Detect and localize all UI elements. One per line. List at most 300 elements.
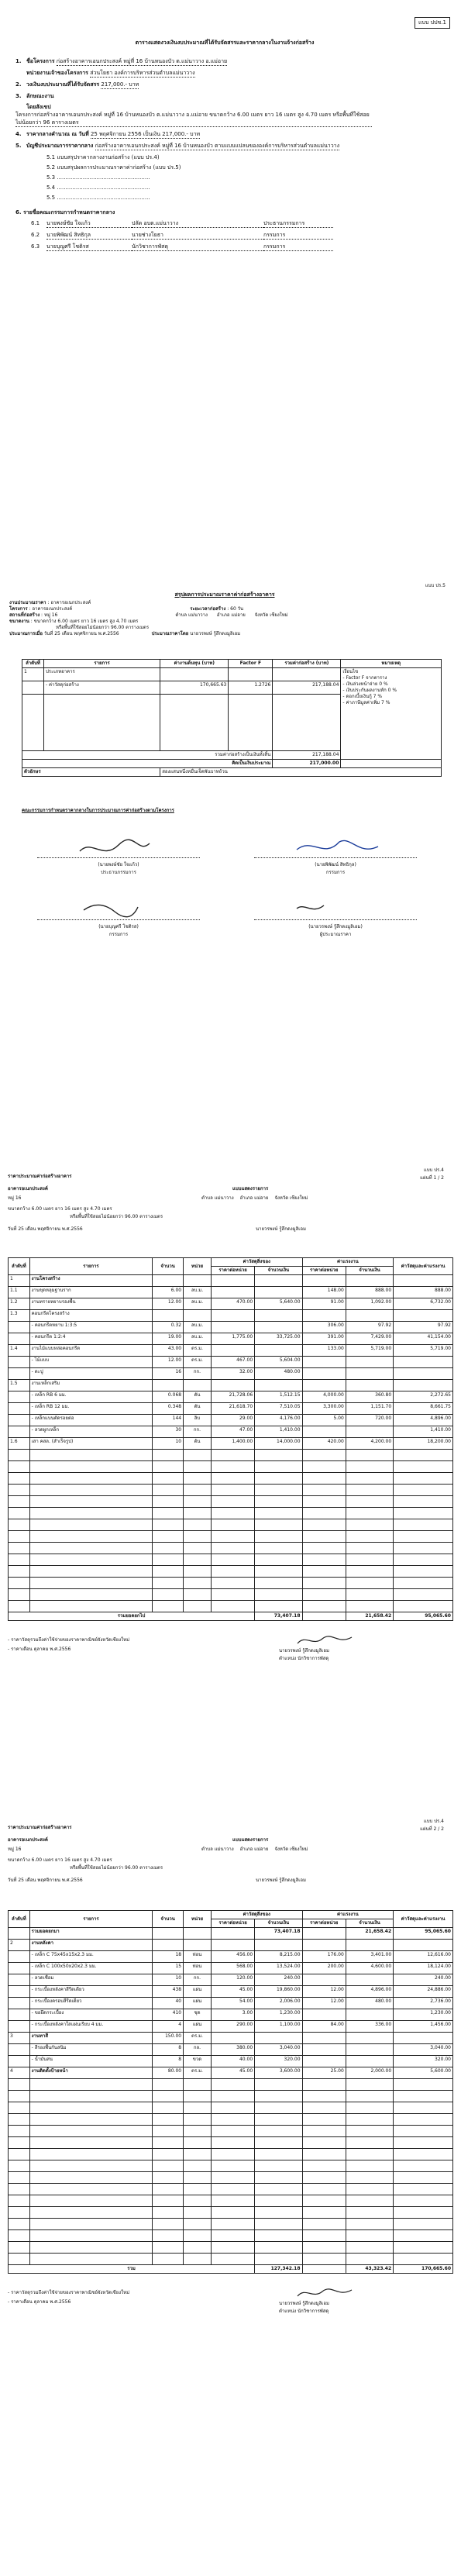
blank-cell [9,1531,30,1543]
blank-cell [346,2160,393,2172]
project-label: โครงการ [9,606,28,612]
cell-item: - กระเบื้องหลังคาสีรีดเดียว [29,1986,153,1998]
blank-cell [9,2184,30,2195]
header-size: ขนาดกว้าง 6.00 เมตร ยาว 16 เมตร สูง 4.70 เมตร [8,1206,112,1212]
table-row [9,1310,453,1322]
size-value: ขนาดกว้าง 6.00 เมตร ยาว 16 เมตร สูง 4.70 เมตร [33,619,139,624]
item-value: 25 พฤศจิกายน 2556 เป็นเงิน 217,000.- บาท [90,131,201,137]
blank-cell [29,1543,153,1554]
cell-total: 12,616.00 [394,1951,453,1963]
blank-cell [184,1496,212,1508]
cell-ma [255,1310,302,1322]
group-header: ค่าวัสดุสิ่งของ [211,1911,302,1919]
form-code: แบบ ปร.5 [425,583,446,588]
signature-line [254,919,417,920]
blank-cell [184,1531,212,1543]
cell-qty [153,1310,184,1322]
table-row [9,1357,453,1368]
blank-row [9,2254,453,2265]
blank-cell [29,2126,153,2137]
handwritten-signature [76,899,169,921]
signer-role: กรรมการ [325,870,346,875]
cell-no [9,2044,30,2056]
cell-no [22,681,44,695]
place-label: สถานที่ก่อสร้าง [9,612,40,618]
cell-mp [211,1380,254,1391]
cell-ma: 33,725.00 [255,1333,302,1345]
blank-cell [153,1543,184,1554]
table-row [9,1951,453,1963]
committee-title: คณะกรรมการกำหนดราคากลางในการประมาณการค่าก่อสร้างตามโครงการ [22,808,174,813]
cell-total: 2,272.65 [394,1391,453,1403]
signer-name: นายวรพงษ์ รู้สึกดงมูลิเอม [279,1648,329,1654]
page-4-pr4-sheet-2 [0,1814,461,2576]
cell-item: - ค่าวัสดุก่อสร้าง [43,681,160,695]
blank-cell [302,2091,346,2102]
blank-cell [211,2230,254,2242]
column-header: รายการ [29,1911,153,1928]
cell-unit: ท่อน [184,1951,212,1963]
cell-lp: 391.00 [302,1333,346,1345]
table-row [9,1380,453,1391]
blank-cell [394,1578,453,1589]
header-line [201,1195,314,1202]
cell-mp: 47.00 [211,1426,254,1438]
blank-cell [346,2102,393,2114]
cell-ma: 1,230.00 [255,2009,302,2021]
handwritten-signature [294,2285,356,2301]
table-row [9,1438,453,1450]
blank-cell [302,1485,346,1496]
form-code-box: แบบ ปปช.1 [415,17,450,29]
blank-row [9,2149,453,2160]
cell-no [9,1391,30,1403]
blank-cell [341,760,442,768]
cell-total: 24,886.00 [394,1986,453,1998]
item-label: โดยสังเขป [26,104,51,110]
blank-cell [346,2091,393,2102]
handwritten-signature [76,837,169,859]
cell-lp [302,1928,346,1940]
blank-cell [394,1508,453,1519]
cell-item: ประเภทอาคาร [43,668,160,681]
header-row [9,1911,453,1919]
item-number: 2. [15,81,22,88]
subtotal-row [9,1612,453,1621]
cell-item: งานทาสี [29,2033,153,2044]
blank-cell [184,1508,212,1519]
header-line [232,1186,274,1192]
form-item [15,103,372,127]
blank-cell [153,1554,184,1566]
table-row [9,1345,453,1357]
blank-cell [9,1543,30,1554]
cell-la: 4,200.00 [346,1438,393,1450]
cell-lp [302,2056,346,2067]
cell-qty: 0.068 [153,1391,184,1403]
blank-cell [9,1461,30,1473]
cell-la [346,1357,393,1368]
blank-row [9,2195,453,2207]
header-place: หมู่ 16 [8,1195,22,1201]
cell-unit: แผ่น [184,1986,212,1998]
blank-cell [255,1566,302,1578]
cell-item: รวมยอดยกมา [29,1928,153,1940]
blank-cell [394,2102,453,2114]
blank-cell [153,1496,184,1508]
form-item [15,81,372,89]
cell-mp: 45.00 [211,1986,254,1998]
blank-cell [211,1578,254,1589]
blank-cell [29,2172,153,2184]
blank-cell [153,2219,184,2230]
cell-no [9,1415,30,1426]
cell-ma: 1,410.00 [255,1426,302,1438]
blank-cell [302,2079,346,2091]
cell-qty: 8 [153,2056,184,2067]
blank-cell [184,2160,212,2172]
cell-no [9,1998,30,2009]
member-number: 6.2 [31,232,40,238]
cell-la: 97.92 [346,1322,393,1333]
blank-cell [9,2230,30,2242]
estimator-label: ประมาณราคาโดย [151,631,189,636]
blank-cell [394,1519,453,1531]
blank-cell [211,1566,254,1578]
blank-cell [211,1601,254,1612]
blank-cell [153,1485,184,1496]
cell-unit: กก. [184,1426,212,1438]
cell-mp [211,1345,254,1357]
blank-cell [29,1531,153,1543]
item-number: 3. [15,93,22,99]
column-header: จำนวน [153,1911,184,1928]
cell-total: 18,124.00 [394,1963,453,1974]
area-value: หรือพื้นที่ใช้สอยไม่น้อยกว่า 96.00 ตารางเมตร [56,625,150,630]
cell-unit: ตัน [184,1403,212,1415]
blank-cell [211,2207,254,2219]
blank-cell [153,1531,184,1543]
cell-qty: 410 [153,2009,184,2021]
notes-cell [341,668,442,760]
blank-cell [184,2184,212,2195]
blank-row [9,1543,453,1554]
blank-cell [9,2091,30,2102]
blank-cell [346,1543,393,1554]
blank-row [9,1601,453,1612]
cell-la: 336.00 [346,2021,393,2033]
cell-lp [302,1940,346,1951]
header-line [256,1226,312,1233]
blank-cell [302,1496,346,1508]
blank-cell [211,2195,254,2207]
cell-qty: 10 [153,1974,184,1986]
cell-item: - กระเบื้องครอบสีรีดเดียว [29,1998,153,2009]
blank-cell [29,1508,153,1519]
column-header: จำนวนเงิน [346,1919,393,1928]
blank-cell [211,2219,254,2230]
table-row [9,1391,453,1403]
column-header: ราคาต่อหน่วย [302,1267,346,1275]
blank-cell [211,1531,254,1543]
pr4-table [8,1257,453,1621]
blank-cell [394,1589,453,1601]
cell-mp [211,2033,254,2044]
cell-qty: 80.00 [153,2067,184,2079]
blank-cell [394,2230,453,2242]
blank-cell [255,2126,302,2137]
cell-ma [255,1322,302,1333]
blank-cell [302,1461,346,1473]
blank-cell [346,1473,393,1485]
blank-cell [29,2207,153,2219]
group-header: ค่าวัสดุสิ่งของ [211,1258,302,1267]
cell-no [9,2056,30,2067]
cell-total [394,1357,453,1368]
header-title: ราคาประมาณค่าก่อสร้างอาคาร [8,1825,72,1830]
blank-cell [346,2195,393,2207]
page-1-ppc1-form [0,0,461,512]
cell-unit [184,1940,212,1951]
blank-row [9,1578,453,1589]
cell-total [394,1275,453,1287]
blank-cell [184,2242,212,2254]
blank-cell [255,2079,302,2091]
footnote: - ราคาวัสดุรวมถึงค่าใช้จ่ายของราคาพาณิชย์จังหวัดเชียงใหม่ [8,2290,130,2295]
blank-cell [346,2184,393,2195]
blank-cell [184,1519,212,1531]
signer-role: ตำแหน่ง นักวิชาการพัสดุ [279,1656,329,1661]
blank-cell [346,1566,393,1578]
blank-cell [184,2149,212,2160]
cell-mp [211,1287,254,1298]
blank-row [9,1508,453,1519]
signer-role: ประธานกรรมการ [101,870,136,875]
cell-item: - เหล็ก RB 12 มม. [29,1403,153,1415]
header-line [420,1175,450,1181]
cell-la [346,1940,393,1951]
header-area: หรือพื้นที่ใช้สอยไม่น้อยกว่า 96.00 ตารางเมตร [70,1865,163,1871]
blank-cell [184,2091,212,2102]
member-position: นายช่างโยธา [132,231,263,240]
cell-la: 5,719.00 [346,1345,393,1357]
blank-row [9,1589,453,1601]
cell-unit: กล. [184,2044,212,2056]
cell-la: 360.80 [346,1391,393,1403]
blank-cell [346,2254,393,2265]
cell-unit: ตร.ม. [184,1357,212,1368]
blank-cell [302,2160,346,2172]
cell-total: 5,600.00 [394,2067,453,2079]
blank-cell [394,1531,453,1543]
signer-role: ตำแหน่ง นักวิชาการพัสดุ [279,2309,329,2314]
column-header: รายการ [43,660,160,668]
blank-cell [394,2184,453,2195]
cell-total: 5,719.00 [394,1345,453,1357]
blank-cell [153,1589,184,1601]
blank-cell [29,2230,153,2242]
rounded-value: 217,000.00 [273,760,341,768]
cell-total: 1,230.00 [394,2009,453,2021]
blank-cell [346,1578,393,1589]
cell-total: 888.00 [394,1287,453,1298]
blank-cell [302,2114,346,2126]
cell-qty: 12.00 [153,1357,184,1368]
item-value: ก่อสร้างอาคารเอนกประสงค์ หมู่ที่ 16 บ้านหนองบัว ต.แม่นาวาง อ.แม่อาย [56,58,228,64]
cell-ma: 2,006.00 [255,1998,302,2009]
cell-no [9,1322,30,1333]
page-title: สรุปผลการประมาณราคาค่าก่อสร้างอาคาร [174,591,275,598]
subtotal-label: รวมยอดยกไป [9,1612,255,1621]
cell-lp: 3,300.00 [302,1403,346,1415]
blank-cell [153,2137,184,2149]
cell-mp: 467.00 [211,1357,254,1368]
table-row [9,1998,453,2009]
cell-mp: 568.00 [211,1963,254,1974]
date-label: ประมาณการเมื่อ [9,631,43,636]
cell-item: - สีรองพื้นกันสนิม [29,2044,153,2056]
cell-total: 320.00 [394,2056,453,2067]
table-row [9,2056,453,2067]
signature-line [254,857,417,858]
blank-cell [184,1589,212,1601]
blank-cell [255,1508,302,1519]
blank-row [9,1566,453,1578]
cell-la: 4,600.00 [346,1963,393,1974]
table-row [9,2009,453,2021]
blank-cell [255,1531,302,1543]
handwritten-signature [293,837,386,859]
item-label: บัญชีประมาณการราคากลาง [26,143,94,149]
cell-item: งานหลังคา [29,1940,153,1951]
blank-row [9,1450,453,1461]
signer-name: (นายวรพงษ์ รู้สึกดงมูลิเอม) [308,924,363,929]
cell-la: 1,151.70 [346,1403,393,1415]
sub-item: 5.3 ...................................................... [46,174,150,181]
member-name: นายพิพัฒน์ สิทธิกุล [46,231,132,240]
signer-name: นายวรพงษ์ รู้สึกดงมูลิเอม [279,2301,329,2306]
blank-cell [211,1554,254,1566]
member-name: นายบุญศรี โชติรส [46,243,132,251]
header-block: งานประมาณราคา : อาคารอเนกประสงค์ โครงการ : อาคารอเนกประสงค์ ระยะเวลาก่อสร้าง : 60 วัน สถานที่ก่อสร้าง : หมู่ 16 ตำบล แม่นาวาง อำเภอ แม่อาย จังหวัด เชียงใหม่ ขนาดงาน : ขนาดกว้าง 6.00 เมตร ยาว 16 เมตร สูง 4.70 เมตร หรือพื้นที่ใช้สอยไม่น้อยกว่า 96.00 ตารางเมตร ประมาณการเมื่อ วันที่ 25 เดือน พฤศจิกายน พ.ศ.2556 ประมาณราคาโดย นายวรพงษ์ รู้สึกดงมูลิเอม [9,600,455,637]
cell-unit: ท่อน [184,1963,212,1974]
blank-cell [302,1578,346,1589]
blank-cell [346,1508,393,1519]
cell-ma: 3,600.00 [255,2067,302,2079]
blank-cell [153,2126,184,2137]
header-province: จังหวัด เชียงใหม่ [274,1847,308,1852]
column-header: ราคาต่อหน่วย [211,1267,254,1275]
blank-cell [29,2102,153,2114]
cell-lp: 5.00 [302,1415,346,1426]
cell-mp: 456.00 [211,1951,254,1963]
table-row [9,2033,453,2044]
table-row [9,1986,453,1998]
blank-cell [29,1578,153,1589]
sub-item: 5.4 ...................................................... [46,184,150,191]
blank-cell [29,1566,153,1578]
tambon: ตำบล แม่นาวาง [175,612,208,618]
item-label: วงเงินงบประมาณที่ได้รับจัดสรร [26,81,100,88]
blank-cell [394,1543,453,1554]
estimator-value: นายวรพงษ์ รู้สึกดงมูลิเอม [190,631,241,636]
blank-cell [302,2242,346,2254]
cell-lp: 200.00 [302,1963,346,1974]
blank-cell [9,2172,30,2184]
cell-no: 1.3 [9,1310,30,1322]
header-line [8,1825,78,1831]
header-line [201,1847,314,1853]
blank-cell [255,1589,302,1601]
blank-cell [302,2184,346,2195]
blank-cell [211,2114,254,2126]
blank-cell [9,2242,30,2254]
header-form-type: แบบแสดงรายการ [232,1837,269,1843]
blank-cell [302,2207,346,2219]
blank-cell [211,1543,254,1554]
member-name: นายพงษ์ชัย ใจแก้ว [46,219,132,228]
cell-item: - เหล็ก C 100x50x20x2.3 มม. [29,1963,153,1974]
blank-cell [211,2149,254,2160]
cell-item: งานเหล็กเสริม [29,1380,153,1391]
group-header: ค่าแรงงาน [302,1258,394,1267]
cell-lp: 84.00 [302,2021,346,2033]
blank-cell [211,2126,254,2137]
blank-cell [273,695,341,751]
blank-cell [29,2195,153,2207]
blank-cell [9,1450,30,1461]
cell-ma [255,1345,302,1357]
blank-row [9,2102,453,2114]
blank-cell [346,2230,393,2242]
blank-cell [160,695,229,751]
blank-cell [302,2137,346,2149]
header-line [8,1195,27,1202]
header-size: ขนาดกว้าง 6.00 เมตร ยาว 16 เมตร สูง 4.70 เมตร [8,1857,112,1863]
member-number: 6.3 [31,243,40,250]
cell-no: 3 [9,2033,30,2044]
blank-cell [184,2137,212,2149]
cell-la [346,1426,393,1438]
cell-qty: 6.00 [153,1287,184,1298]
cell-qty: 16 [153,1368,184,1380]
table-row [9,1287,453,1298]
cell-ma: 19,860.00 [255,1986,302,1998]
blank-cell [153,2160,184,2172]
cell-la: 21,658.42 [346,1928,393,1940]
cell-no [9,1357,30,1368]
header-line [420,1826,450,1833]
blank-cell [9,1496,30,1508]
blank-cell [394,2149,453,2160]
header-line [8,1837,54,1843]
blank-cell [394,2172,453,2184]
header-amphoe: อำเภอ แม่อาย [239,1847,269,1852]
blank-cell [255,2114,302,2126]
header-estimate-date: วันที่ 25 เดือน พฤศจิกายน พ.ศ.2556 [8,1878,83,1883]
header-amphoe: อำเภอ แม่อาย [239,1195,269,1201]
cell-lp: 12.00 [302,1998,346,2009]
header-line [8,1857,119,1864]
signature-line [37,857,200,858]
column-header: ค่าวัสดุและค่าแรงงาน [394,1911,453,1928]
blank-cell [302,1554,346,1566]
blank-cell [394,2195,453,2207]
blank-cell [9,1554,30,1566]
cell-lp [302,2009,346,2021]
blank-cell [9,1519,30,1531]
committee-title: 6. รายชื่อคณะกรรมการกำหนดราคากลาง [15,209,115,216]
